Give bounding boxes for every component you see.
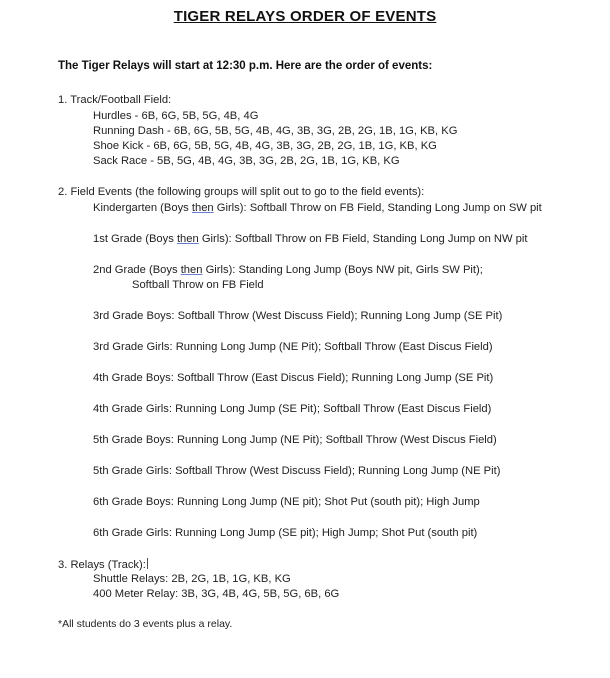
- field-event-grade-1: [93, 233, 527, 245]
- grade2-text-start: 2nd Grade (Boys: [93, 264, 181, 276]
- field-event-grade-5-girls: 5th Grade Girls: Softball Throw (West Discuss Field); Running Long Jump (NE Pit): [93, 465, 501, 477]
- grade1-text-end: Girls): Softball Throw on FB Field, Standing Long Jump on NW pit: [198, 233, 528, 245]
- track-event-hurdles: Hurdles - 6B, 6G, 5B, 5G, 4B, 4G: [93, 110, 259, 122]
- relays-heading-text: 3. Relays (Track):: [58, 559, 146, 571]
- section-heading-relays: [58, 558, 148, 571]
- field-event-grade-5-boys: 5th Grade Boys: Running Long Jump (NE Pit); Softball Throw (West Discus Field): [93, 434, 497, 446]
- document-title: TIGER RELAYS ORDER OF EVENTS: [173, 8, 437, 25]
- grade1-text-start: 1st Grade (Boys: [93, 233, 177, 245]
- field-event-grade-6-girls: 6th Grade Girls: Running Long Jump (SE pit); High Jump; Shot Put (south pit): [93, 527, 478, 539]
- field-event-grade-4-boys: 4th Grade Boys: Softball Throw (East Discus Field); Running Long Jump (SE Pit): [93, 372, 494, 384]
- field-event-grade-2: [93, 264, 483, 276]
- field-event-grade-4-girls: 4th Grade Girls: Running Long Jump (SE Pit); Softball Throw (East Discus Field): [93, 403, 492, 415]
- track-event-sack-race: Sack Race - 5B, 5G, 4B, 4G, 3B, 3G, 2B, 2G, 1B, 1G, KB, KG: [93, 155, 400, 167]
- relay-event-shuttle: Shuttle Relays: 2B, 2G, 1B, 1G, KB, KG: [93, 573, 291, 585]
- field-event-grade-2-continued: Softball Throw on FB Field: [132, 279, 264, 291]
- intro-text: The Tiger Relays will start at 12:30 p.m. Here are the order of events:: [58, 60, 433, 72]
- track-event-shoe-kick: Shoe Kick - 6B, 6G, 5B, 5G, 4B, 4G, 3B, 3G, 2B, 2G, 1B, 1G, KB, KG: [93, 140, 437, 152]
- kindergarten-then-word: then: [191, 202, 214, 214]
- section-heading-field-events: 2. Field Events (the following groups will split out to go to the field events):: [58, 186, 425, 198]
- kindergarten-text-start: Kindergarten (Boys: [93, 202, 192, 214]
- grade2-text-end: Girls): Standing Long Jump (Boys NW pit, Girls SW Pit);: [202, 264, 483, 276]
- field-event-grade-3-girls: 3rd Grade Girls: Running Long Jump (NE Pit); Softball Throw (East Discus Field): [93, 341, 493, 353]
- field-event-grade-6-boys: 6th Grade Boys: Running Long Jump (NE pit); Shot Put (south pit); High Jump: [93, 496, 480, 508]
- field-event-kindergarten: [93, 202, 542, 214]
- grade2-then-word: then: [180, 264, 203, 276]
- text-cursor: [147, 558, 148, 569]
- section-heading-track: 1. Track/Football Field:: [58, 94, 172, 106]
- grade1-then-word: then: [176, 233, 199, 245]
- relay-event-400-meter: 400 Meter Relay: 3B, 3G, 4B, 4G, 5B, 5G, 6B, 6G: [93, 588, 340, 600]
- field-event-grade-3-boys: 3rd Grade Boys: Softball Throw (West Discuss Field); Running Long Jump (SE Pit): [93, 310, 503, 322]
- track-event-running-dash: Running Dash - 6B, 6G, 5B, 5G, 4B, 4G, 3B, 3G, 2B, 2G, 1B, 1G, KB, KG: [93, 125, 458, 137]
- footnote: *All students do 3 events plus a relay.: [58, 618, 233, 630]
- kindergarten-text-end: Girls): Softball Throw on FB Field, Standing Long Jump on SW pit: [213, 202, 542, 214]
